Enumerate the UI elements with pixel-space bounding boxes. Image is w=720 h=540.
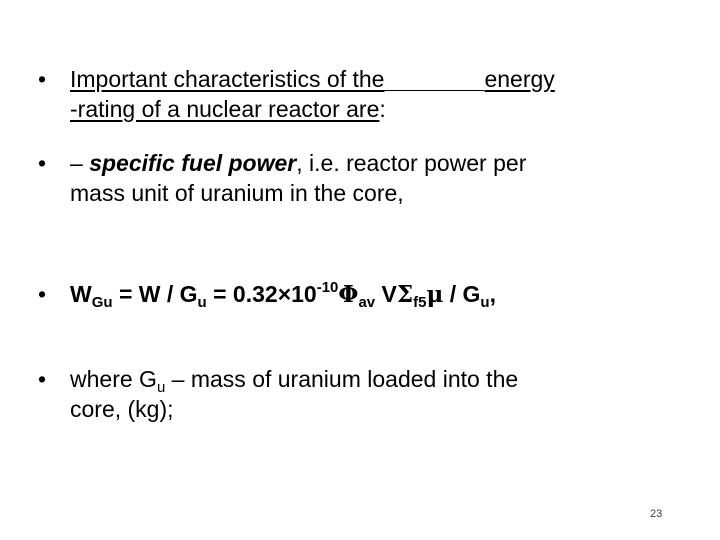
formula: $W_{Gu} = W / G_u = 0.32\times 10^{-10}\Phi_{av}$ $V\Sigma_{f5}\mu / G_u$, — [70, 279, 496, 311]
bullet-formula — [38, 279, 496, 310]
bullet-text-line1: , i.e. reactor power per — [296, 150, 527, 176]
bullet-text-part2: energy — [484, 66, 555, 92]
bullet-marker: • — [38, 66, 47, 92]
page-number: 23 — [650, 508, 663, 520]
bullet-where-gu: • where $G_u$ – mass of uranium loaded into the core, (kg); — [38, 366, 519, 422]
bullet-marker: • — [38, 150, 47, 176]
bullet-marker: • — [38, 281, 47, 307]
bullet-text-line2: -rating of a nuclear reactor are — [70, 96, 380, 122]
bullet-specific-fuel-power — [38, 148, 526, 208]
bullet-dash: – — [70, 150, 90, 176]
blank-underline — [384, 66, 484, 91]
bullet-characteristics — [38, 64, 555, 124]
bullet-colon: : — [379, 96, 386, 122]
bullet-text-part1: Important characteristics of the — [70, 66, 385, 92]
bullet-marker: • — [38, 366, 47, 392]
bullet-text-line2: mass unit of uranium in the core, — [70, 180, 404, 206]
bullet-text-line2: core, (kg); — [70, 396, 174, 422]
bullet-term: specific fuel power — [89, 150, 297, 176]
